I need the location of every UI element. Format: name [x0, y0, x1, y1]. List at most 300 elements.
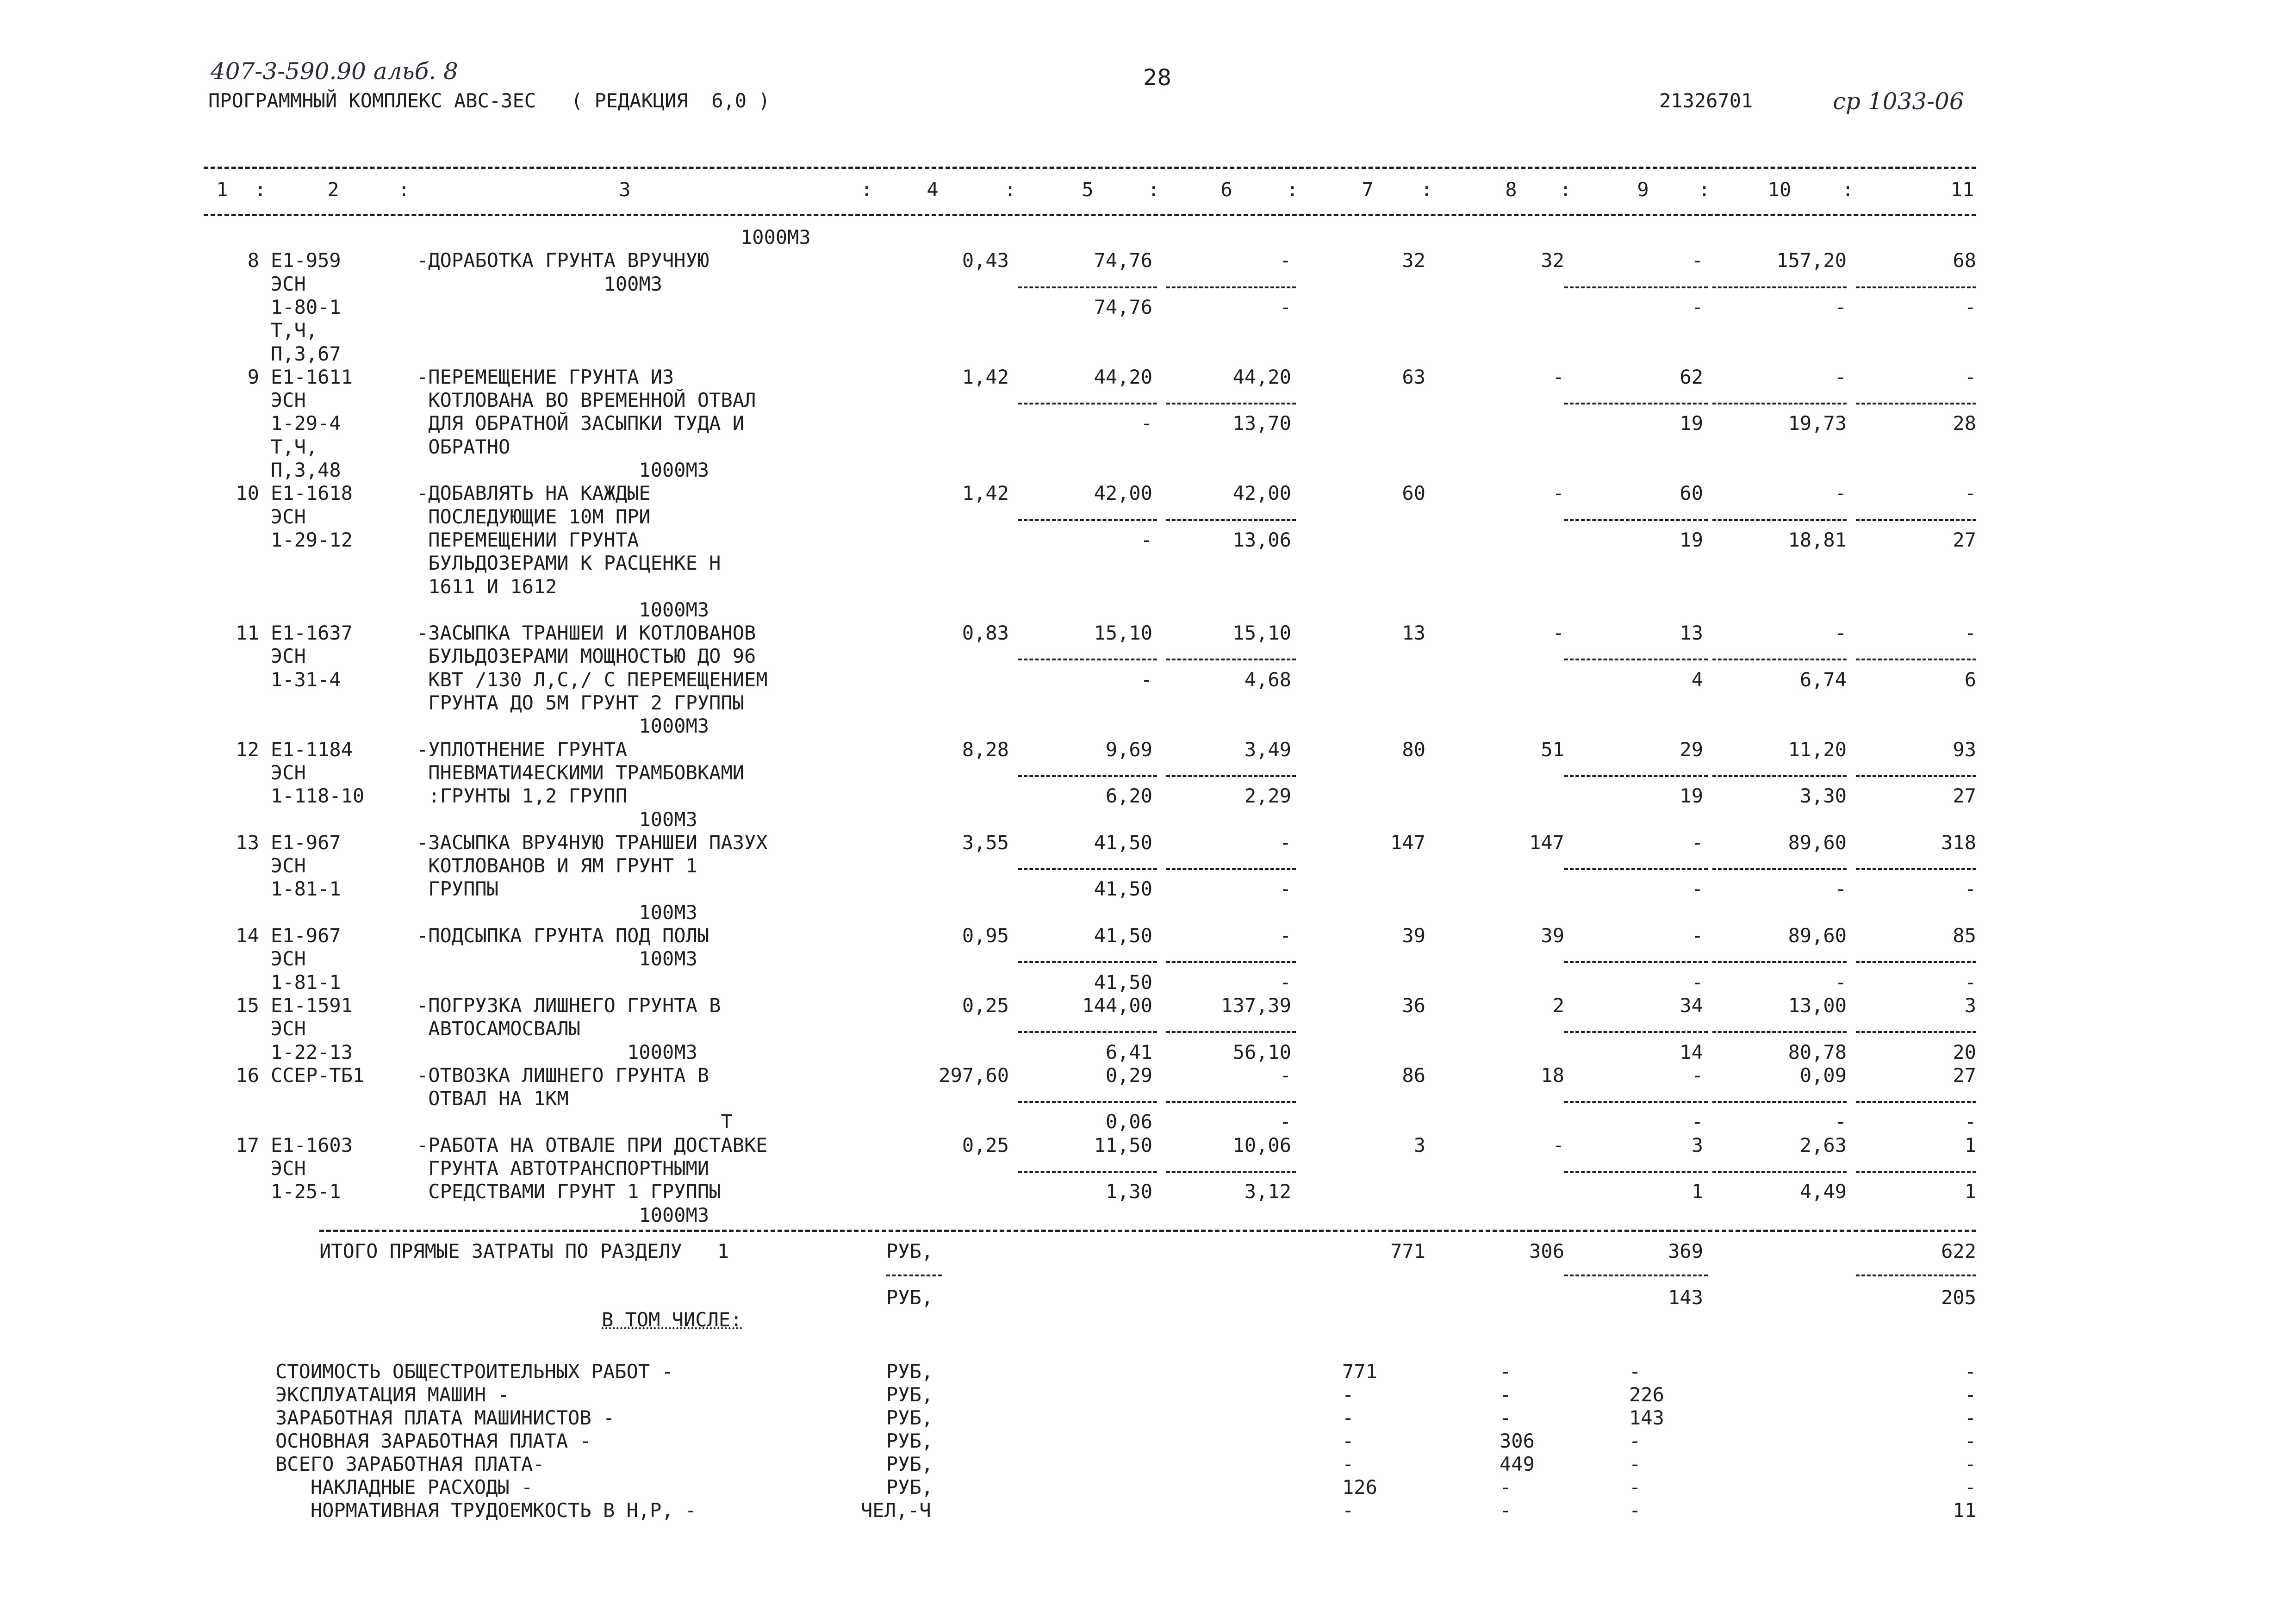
breakdown-c7: -	[1342, 1499, 1354, 1522]
cell-n: 13	[236, 831, 259, 854]
cell-qty: 1,42	[962, 482, 1009, 505]
subtotal-underline	[1564, 868, 1708, 870]
cell-desc: 1000М3	[417, 1040, 697, 1063]
cell-c11: -	[1964, 970, 1976, 994]
subtotal-underline	[1564, 519, 1708, 521]
cell-c6: -	[1279, 249, 1291, 272]
cell-desc: -ОТВОЗКА ЛИШНЕГО ГРУНТА В	[417, 1063, 709, 1087]
cell-n: 9	[247, 365, 259, 388]
cell-c5: 74,76	[1094, 249, 1152, 272]
subtotal-underline	[1564, 1101, 1708, 1103]
cell-c5: 6,41	[1105, 1040, 1152, 1063]
subtotal-underline	[1712, 519, 1847, 521]
cell-c11: 1	[1964, 1180, 1976, 1203]
cell-c11: 318	[1941, 831, 1976, 854]
cell-c7: 13	[1402, 622, 1425, 645]
cell-c9: 34	[1680, 994, 1703, 1017]
column-separator: :	[861, 178, 873, 201]
subtotal-underline	[1018, 1171, 1157, 1173]
cell-c11: -	[1964, 482, 1976, 505]
subtotal-underline	[1856, 1101, 1976, 1103]
breakdown-c8: -	[1500, 1406, 1512, 1429]
cell-c11: 6	[1964, 668, 1976, 691]
subtotal-underline	[1564, 1031, 1708, 1033]
cell-c9: 3	[1691, 1133, 1703, 1157]
subtotal-underline	[1712, 659, 1847, 660]
column-header-11: 11	[1950, 178, 1974, 201]
unit-label: 1000М3	[740, 226, 811, 249]
column-separator: :	[1148, 178, 1160, 201]
cell-desc: Т	[417, 1110, 733, 1133]
cell-desc: ПНЕВМАТИ4ЕСКИМИ ТРАМБОВКАМИ	[417, 761, 745, 784]
column-header-2: 2	[327, 178, 339, 201]
cell-c5: 9,69	[1105, 738, 1152, 761]
breakdown-c11: -	[1964, 1360, 1976, 1383]
cell-code: ЭСН	[271, 645, 306, 668]
cell-c10: -	[1835, 482, 1847, 505]
cell-c6: 56,10	[1232, 1040, 1291, 1063]
breakdown-unit: РУБ,	[886, 1383, 933, 1406]
cell-code: ЭСН	[271, 1017, 306, 1040]
cell-desc: -ПЕРЕМЕЩЕНИЕ ГРУНТА ИЗ	[417, 365, 674, 388]
cell-c10: 0,09	[1799, 1063, 1847, 1087]
breakdown-unit: РУБ,	[886, 1452, 933, 1475]
cell-desc: КВТ /130 Л,С,/ С ПЕРЕМЕЩЕНИЕМ	[417, 668, 768, 691]
cell-c6: 2,29	[1244, 784, 1291, 808]
cell-n: 11	[236, 622, 259, 645]
subtotal-underline	[1166, 868, 1296, 870]
cell-desc: ГРУНТА ДО 5М ГРУНТ 2 ГРУППЫ	[417, 691, 745, 714]
cell-c8: 147	[1529, 831, 1564, 854]
subtotal-underline	[1018, 519, 1157, 521]
cell-c6: -	[1279, 295, 1291, 318]
cell-c11: -	[1964, 877, 1976, 901]
cell-c6: 10,06	[1232, 1133, 1291, 1157]
subtotal-underline	[1856, 868, 1976, 870]
subtotal-underline	[1564, 659, 1708, 660]
including-label: В ТОМ ЧИСЛЕ:	[602, 1308, 742, 1331]
breakdown-c9: -	[1629, 1499, 1641, 1522]
cell-c11: 1	[1964, 1133, 1976, 1157]
handwritten-album-code: 407-3-590.90 альб. 8	[211, 58, 458, 85]
cell-c9: 29	[1680, 738, 1703, 761]
subtotal-underline	[1712, 286, 1847, 288]
cell-qty: 0,83	[962, 622, 1009, 645]
subtotal-underline	[1712, 1101, 1847, 1103]
cell-c5: 41,50	[1094, 831, 1152, 854]
subtotal-underline	[1856, 659, 1976, 660]
cell-c8: 2	[1552, 994, 1564, 1017]
cell-c10: 2,63	[1799, 1133, 1847, 1157]
cell-c5: 1,30	[1105, 1180, 1152, 1203]
breakdown-c9: -	[1629, 1429, 1641, 1452]
cell-desc: КОТЛОВАНОВ И ЯМ ГРУНТ 1	[417, 854, 697, 877]
cell-code: ЭСН	[271, 947, 306, 970]
cell-c9: 19	[1680, 784, 1703, 808]
page-number: 28	[1143, 65, 1172, 91]
breakdown-label: НАКЛАДНЫЕ РАСХОДЫ -	[275, 1475, 533, 1499]
cell-desc: 1000М3	[417, 598, 709, 621]
totals-c11-2: 205	[1941, 1286, 1976, 1309]
cell-c8: -	[1552, 1133, 1564, 1157]
cell-code: ССЕР-ТБ1	[271, 1063, 365, 1087]
cell-c10: -	[1835, 970, 1847, 994]
cell-desc: БУЛЬДОЗЕРАМИ К РАСЦЕНКЕ Н	[417, 552, 721, 575]
cell-desc: -ПОДСЫПКА ГРУНТА ПОД ПОЛЫ	[417, 924, 709, 947]
cell-c5: 41,50	[1094, 877, 1152, 901]
program-title: ПРОГРАММНЫЙ КОМПЛЕКС АВС-3ЕС ( РЕДАКЦИЯ 6,0 )	[208, 89, 770, 112]
cell-c6: -	[1279, 877, 1291, 901]
breakdown-c9: -	[1629, 1475, 1641, 1499]
cell-c7: 86	[1402, 1063, 1425, 1087]
cell-n: 17	[236, 1133, 259, 1157]
cell-qty: 3,55	[962, 831, 1009, 854]
cell-c5: 41,50	[1094, 924, 1152, 947]
cell-c8: -	[1552, 622, 1564, 645]
column-header-1: 1	[216, 178, 228, 201]
cell-c10: -	[1835, 622, 1847, 645]
cell-code: Е1-1611	[271, 365, 353, 388]
breakdown-c8: 306	[1500, 1429, 1535, 1452]
cell-c6: 3,12	[1244, 1180, 1291, 1203]
cell-desc: -ЗАСЫПКА ТРАНШЕИ И КОТЛОВАНОВ	[417, 622, 756, 645]
cell-c5: 41,50	[1094, 970, 1152, 994]
breakdown-c7: 126	[1342, 1475, 1377, 1499]
cell-code: Е1-1184	[271, 738, 353, 761]
cell-c6: 15,10	[1232, 622, 1291, 645]
column-separator: :	[1004, 178, 1016, 201]
cell-desc: ПОСЛЕДУЮЩИЕ 10М ПРИ	[417, 505, 651, 528]
breakdown-label: ЭКСПЛУАТАЦИЯ МАШИН -	[275, 1383, 510, 1406]
cell-c5: 11,50	[1094, 1133, 1152, 1157]
cell-c9: 1	[1691, 1180, 1703, 1203]
cell-c9: -	[1691, 831, 1703, 854]
subtotal-underline	[1166, 775, 1296, 777]
cell-code: ЭСН	[271, 505, 306, 528]
cell-qty: 0,25	[962, 994, 1009, 1017]
cell-c11: -	[1964, 1110, 1976, 1133]
cell-desc: СРЕДСТВАМИ ГРУНТ 1 ГРУППЫ	[417, 1180, 721, 1203]
cell-c5: 74,76	[1094, 295, 1152, 318]
cell-n: 10	[236, 482, 259, 505]
cell-c11: 27	[1953, 784, 1976, 808]
cell-c10: 89,60	[1788, 831, 1847, 854]
cell-desc: 100М3	[417, 901, 697, 924]
subtotal-underline	[1856, 1171, 1976, 1173]
subtotal-underline	[1166, 286, 1296, 288]
cell-c5: 42,00	[1094, 482, 1152, 505]
header-bottom-rule	[204, 214, 1976, 216]
subtotal-underline	[1018, 1101, 1157, 1103]
cell-desc: ПЕРЕМЕЩЕНИИ ГРУНТА	[417, 528, 639, 551]
cell-c10: 89,60	[1788, 924, 1847, 947]
totals-underline	[1856, 1275, 1976, 1276]
cell-c6: -	[1279, 970, 1291, 994]
cell-c5: -	[1140, 668, 1152, 691]
cell-c10: 11,20	[1788, 738, 1847, 761]
cell-c7: 80	[1402, 738, 1425, 761]
cell-c10: -	[1835, 365, 1847, 388]
breakdown-c9: 143	[1629, 1406, 1664, 1429]
cell-c11: -	[1964, 365, 1976, 388]
totals-underline	[886, 1275, 942, 1276]
cell-code: П,3,48	[271, 459, 341, 481]
cell-code: ЭСН	[271, 389, 306, 412]
cell-desc: :ГРУНТЫ 1,2 ГРУПП	[417, 784, 628, 808]
cell-c9: -	[1691, 970, 1703, 994]
cell-c9: 62	[1680, 365, 1703, 388]
breakdown-label: ОСНОВНАЯ ЗАРАБОТНАЯ ПЛАТА -	[275, 1429, 591, 1452]
subtotal-underline	[1856, 961, 1976, 963]
cell-code: 1-31-4	[271, 668, 341, 691]
cell-c7: 60	[1402, 482, 1425, 505]
subtotal-underline	[1856, 775, 1976, 777]
cell-c7: 36	[1402, 994, 1425, 1017]
breakdown-label: ЗАРАБОТНАЯ ПЛАТА МАШИНИСТОВ -	[275, 1406, 615, 1429]
column-header-5: 5	[1082, 178, 1094, 201]
totals-c9-2: 143	[1668, 1286, 1703, 1309]
document-number: 21326701	[1659, 89, 1753, 112]
cell-c6: 13,70	[1232, 412, 1291, 435]
cell-n: 8	[247, 249, 259, 272]
cell-c6: -	[1279, 831, 1291, 854]
subtotal-underline	[1018, 403, 1157, 404]
subtotal-underline	[1564, 961, 1708, 963]
cell-desc: 100М3	[417, 808, 697, 831]
subtotal-underline	[1166, 1101, 1296, 1103]
cell-code: 1-81-1	[271, 970, 341, 994]
cell-code: Е1-1603	[271, 1133, 353, 1157]
subtotal-underline	[1712, 1031, 1847, 1033]
subtotal-underline	[1564, 286, 1708, 288]
cell-c11: 27	[1953, 528, 1976, 551]
cell-c8: 51	[1541, 738, 1564, 761]
cell-qty: 0,25	[962, 1133, 1009, 1157]
cell-c9: -	[1691, 924, 1703, 947]
totals-label: ИТОГО ПРЯМЫЕ ЗАТРАТЫ ПО РАЗДЕЛУ 1	[319, 1239, 729, 1262]
cell-c9: -	[1691, 249, 1703, 272]
breakdown-c11: -	[1964, 1429, 1976, 1452]
cell-qty: 0,43	[962, 249, 1009, 272]
cell-c7: 39	[1402, 924, 1425, 947]
column-separator: :	[398, 178, 410, 201]
cell-desc: -ЗАСЫПКА ВРУ4НУЮ ТРАНШЕИ ПАЗУХ	[417, 831, 768, 854]
subtotal-underline	[1712, 868, 1847, 870]
cell-c7: 63	[1402, 365, 1425, 388]
subtotal-underline	[1856, 403, 1976, 404]
cell-code: Е1-967	[271, 831, 341, 854]
cell-code: 1-81-1	[271, 877, 341, 901]
cell-c7: 3	[1413, 1133, 1425, 1157]
cell-qty: 8,28	[962, 738, 1009, 761]
cell-c5: 0,29	[1105, 1063, 1152, 1087]
breakdown-unit: ЧЕЛ,-Ч	[861, 1499, 931, 1522]
cell-c6: 4,68	[1244, 668, 1291, 691]
cell-c5: 144,00	[1082, 994, 1152, 1017]
cell-c10: 157,20	[1776, 249, 1847, 272]
breakdown-c9: -	[1629, 1452, 1641, 1475]
subtotal-underline	[1712, 1171, 1847, 1173]
cell-c11: 27	[1953, 1063, 1976, 1087]
breakdown-c9: 226	[1629, 1383, 1664, 1406]
cell-desc: 100М3	[417, 947, 697, 970]
breakdown-c11: -	[1964, 1452, 1976, 1475]
breakdown-c7: -	[1342, 1452, 1354, 1475]
cell-desc: -ДОРАБОТКА ГРУНТА ВРУЧНУЮ	[417, 249, 709, 272]
cell-c10: 4,49	[1799, 1180, 1847, 1203]
cell-desc: АВТОСАМОСВАЛЫ	[417, 1017, 581, 1040]
table-top-rule	[204, 167, 1976, 169]
breakdown-c8: -	[1500, 1475, 1512, 1499]
cell-n: 12	[236, 738, 259, 761]
column-separator: :	[1560, 178, 1572, 201]
cell-n: 15	[236, 994, 259, 1017]
column-separator: :	[1421, 178, 1433, 201]
subtotal-underline	[1564, 775, 1708, 777]
cell-code: П,3,67	[271, 342, 341, 365]
subtotal-underline	[1018, 1031, 1157, 1033]
cell-c5: 0,06	[1105, 1110, 1152, 1133]
totals-top-rule	[319, 1230, 1976, 1232]
subtotal-underline	[1018, 868, 1157, 870]
cell-code: Е1-1637	[271, 622, 353, 645]
cell-c11: 68	[1953, 249, 1976, 272]
breakdown-c7: -	[1342, 1383, 1354, 1406]
cell-desc: 1000М3	[417, 715, 709, 738]
breakdown-c11: -	[1964, 1475, 1976, 1499]
cell-desc: ДЛЯ ОБРАТНОЙ ЗАСЫПКИ ТУДА И	[417, 412, 745, 435]
totals-unit-2: РУБ,	[886, 1286, 933, 1309]
cell-c10: 6,74	[1799, 668, 1847, 691]
subtotal-underline	[1564, 1171, 1708, 1173]
column-header-3: 3	[619, 178, 631, 201]
cell-c8: 18	[1541, 1063, 1564, 1087]
cell-code: 1-22-13	[271, 1040, 353, 1063]
cell-desc: ОТВАЛ НА 1КМ	[417, 1087, 569, 1110]
subtotal-underline	[1018, 961, 1157, 963]
cell-code: Т,Ч,	[271, 319, 318, 342]
cell-code: 1-25-1	[271, 1180, 341, 1203]
cell-code: 1-29-12	[271, 528, 353, 551]
cell-desc: -ПОГРУЗКА ЛИШНЕГО ГРУНТА В	[417, 994, 721, 1017]
totals-underline	[1564, 1275, 1708, 1276]
subtotal-underline	[1018, 775, 1157, 777]
column-header-8: 8	[1505, 178, 1517, 201]
cell-c11: 20	[1953, 1040, 1976, 1063]
cell-c9: 13	[1680, 622, 1703, 645]
cell-c9: 60	[1680, 482, 1703, 505]
cell-desc: 1000М3	[417, 459, 709, 481]
column-header-6: 6	[1220, 178, 1232, 201]
cell-c9: 14	[1680, 1040, 1703, 1063]
breakdown-c7: -	[1342, 1406, 1354, 1429]
breakdown-c11: 11	[1953, 1499, 1976, 1522]
cell-c6: -	[1279, 1063, 1291, 1087]
totals-c9: 369	[1668, 1239, 1703, 1262]
cell-code: Е1-1591	[271, 994, 353, 1017]
subtotal-underline	[1856, 286, 1976, 288]
cell-c10: 13,00	[1788, 994, 1847, 1017]
subtotal-underline	[1166, 1031, 1296, 1033]
cell-desc: ОБРАТНО	[417, 435, 510, 458]
handwritten-reference: ср 1033-06	[1833, 88, 1964, 115]
cell-c7: 147	[1390, 831, 1425, 854]
cell-code: 1-80-1	[271, 295, 341, 318]
cell-desc: БУЛЬДОЗЕРАМИ МОЩНОСТЬЮ ДО 96	[417, 645, 756, 668]
cell-desc: -ДОБАВЛЯТЬ НА КАЖДЫЕ	[417, 482, 651, 505]
breakdown-label: ВСЕГО ЗАРАБОТНАЯ ПЛАТА-	[275, 1452, 545, 1475]
cell-code: 1-29-4	[271, 412, 341, 435]
subtotal-underline	[1018, 659, 1157, 660]
cell-n: 16	[236, 1063, 259, 1087]
cell-c6: -	[1279, 924, 1291, 947]
totals-c7: 771	[1390, 1239, 1425, 1262]
cell-c8: 39	[1541, 924, 1564, 947]
cell-n: 14	[236, 924, 259, 947]
cell-qty: 297,60	[939, 1063, 1009, 1087]
breakdown-c11: -	[1964, 1383, 1976, 1406]
cell-code: ЭСН	[271, 272, 306, 295]
breakdown-label: НОРМАТИВНАЯ ТРУДОЕМКОСТЬ В Н,Р, -	[275, 1499, 697, 1522]
cell-code: ЭСН	[271, 1157, 306, 1180]
cell-desc: ГРУППЫ	[417, 877, 499, 901]
breakdown-unit: РУБ,	[886, 1406, 933, 1429]
cell-c6: 13,06	[1232, 528, 1291, 551]
cell-code: 1-118-10	[271, 784, 365, 808]
cell-c11: -	[1964, 295, 1976, 318]
cell-c10: -	[1835, 877, 1847, 901]
column-separator: :	[1842, 178, 1854, 201]
subtotal-underline	[1564, 403, 1708, 404]
cell-code: Е1-959	[271, 249, 341, 272]
breakdown-unit: РУБ,	[886, 1429, 933, 1452]
cell-c6: 3,49	[1244, 738, 1291, 761]
cell-c9: -	[1691, 295, 1703, 318]
column-header-10: 10	[1767, 178, 1792, 201]
breakdown-c7: -	[1342, 1429, 1354, 1452]
cell-desc: КОТЛОВАНА ВО ВРЕМЕННОЙ ОТВАЛ	[417, 389, 756, 412]
cell-code: ЭСН	[271, 854, 306, 877]
cell-c9: -	[1691, 877, 1703, 901]
breakdown-c7: 771	[1342, 1360, 1377, 1383]
column-header-9: 9	[1637, 178, 1649, 201]
cell-desc: -РАБОТА НА ОТВАЛЕ ПРИ ДОСТАВКЕ	[417, 1133, 768, 1157]
cell-desc: -УПЛОТНЕНИЕ ГРУНТА	[417, 738, 628, 761]
cell-desc: 100М3	[417, 272, 663, 295]
cell-c6: 137,39	[1221, 994, 1291, 1017]
breakdown-unit: РУБ,	[886, 1360, 933, 1383]
column-separator: :	[255, 178, 267, 201]
cell-c9: 19	[1680, 412, 1703, 435]
cell-c8: 32	[1541, 249, 1564, 272]
breakdown-c8: -	[1500, 1499, 1512, 1522]
cell-c8: -	[1552, 482, 1564, 505]
totals-c11: 622	[1941, 1239, 1976, 1262]
breakdown-c8: -	[1500, 1360, 1512, 1383]
subtotal-underline	[1712, 961, 1847, 963]
breakdown-unit: РУБ,	[886, 1475, 933, 1499]
cell-c6: 44,20	[1232, 365, 1291, 388]
subtotal-underline	[1018, 286, 1157, 288]
column-separator: :	[1699, 178, 1711, 201]
cell-c10: 3,30	[1799, 784, 1847, 808]
subtotal-underline	[1166, 519, 1296, 521]
subtotal-underline	[1712, 775, 1847, 777]
cell-qty: 0,95	[962, 924, 1009, 947]
cell-c11: 85	[1953, 924, 1976, 947]
cell-code: ЭСН	[271, 761, 306, 784]
breakdown-c9: -	[1629, 1360, 1641, 1383]
